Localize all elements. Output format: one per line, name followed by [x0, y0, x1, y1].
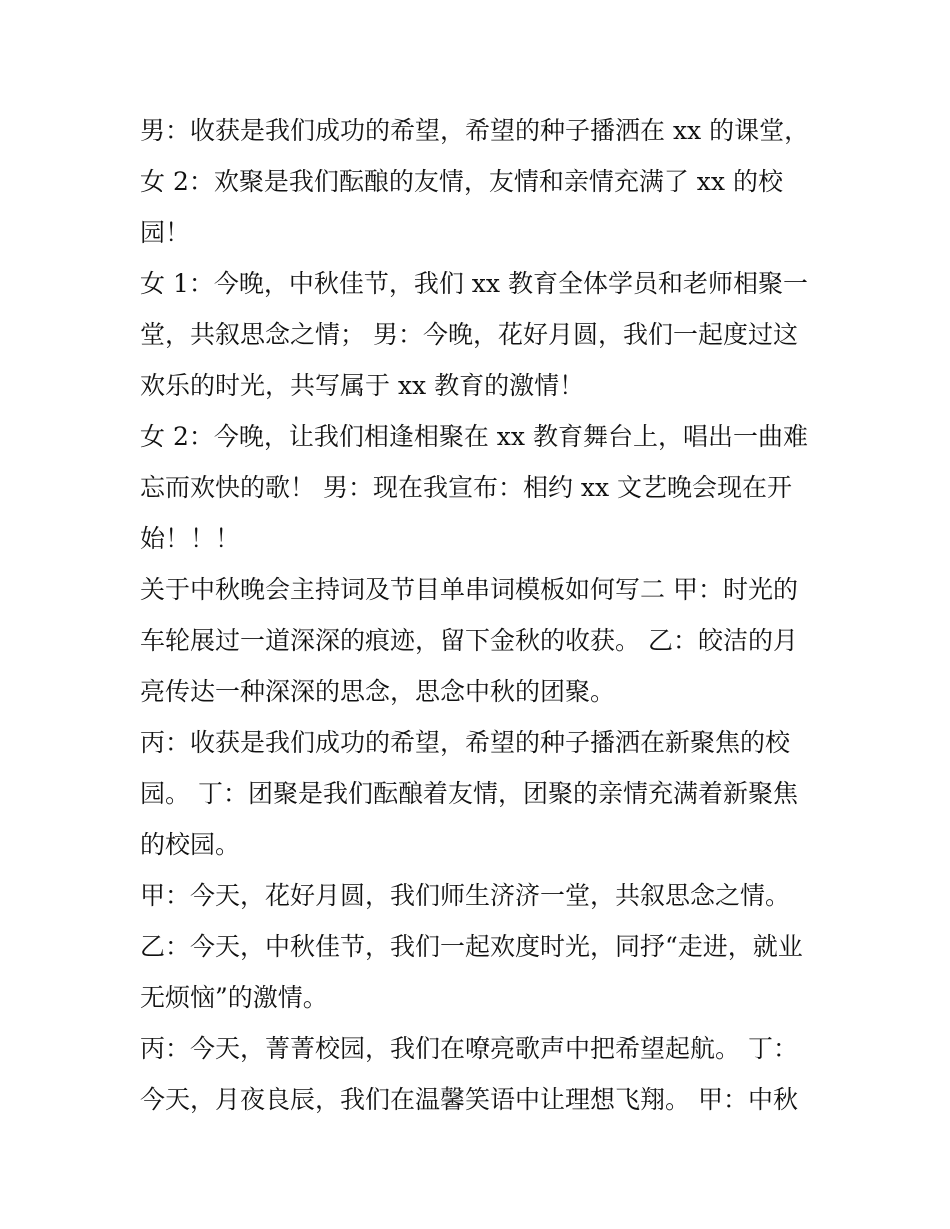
text-line: 园。 丁：团聚是我们酝酿着友情，团聚的亲情充满着新聚焦	[140, 779, 798, 808]
text-line: 关于中秋晚会主持词及节目单串词模板如何写二 甲：时光的	[140, 575, 798, 604]
text-line: 女 2：今晚，让我们相逢相聚在 xx 教育舞台上，唱出一曲难	[140, 422, 808, 451]
text-line: 的校园。	[140, 830, 241, 859]
text-line: 欢乐的时光，共写属于 xx 教育的激情！	[140, 371, 585, 400]
document-body	[140, 105, 810, 1125]
text-line: 丙：收获是我们成功的希望，希望的种子播洒在新聚焦的校	[140, 728, 791, 757]
text-line: 男：收获是我们成功的希望，希望的种子播洒在 xx 的课堂，	[140, 116, 810, 145]
text-line: 今天，月夜良辰，我们在温馨笑语中让理想飞翔。 甲：中秋	[140, 1085, 798, 1114]
text-line: 女 2：欢聚是我们酝酿的友情，友情和亲情充满了 xx 的校	[140, 167, 783, 196]
text-line: 堂，共叙思念之情； 男：今晚，花好月圆，我们一起度过这	[140, 320, 798, 349]
text-line: 忘而欢快的歌！ 男：现在我宣布：相约 xx 文艺晚会现在开	[140, 473, 793, 502]
text-line: 乙：今天，中秋佳节，我们一起欢度时光，同抒“走进，就业	[140, 932, 803, 961]
text-line: 始！！！	[140, 524, 241, 553]
text-line: 甲：今天，花好月圆，我们师生济济一堂，共叙思念之情。	[140, 881, 791, 910]
text-line: 园！	[140, 218, 191, 247]
text-line: 车轮展过一道深深的痕迹，留下金秋的收获。 乙：皎洁的月	[140, 626, 798, 655]
text-line: 无烦恼”的激情。	[140, 983, 328, 1012]
text-line: 女 1：今晚，中秋佳节，我们 xx 教育全体学员和老师相聚一	[140, 269, 808, 298]
text-line: 丙：今天，菁菁校园，我们在嘹亮歌声中把希望起航。 丁：	[140, 1034, 798, 1063]
text-line: 亮传达一种深深的思念，思念中秋的团聚。	[140, 677, 616, 706]
